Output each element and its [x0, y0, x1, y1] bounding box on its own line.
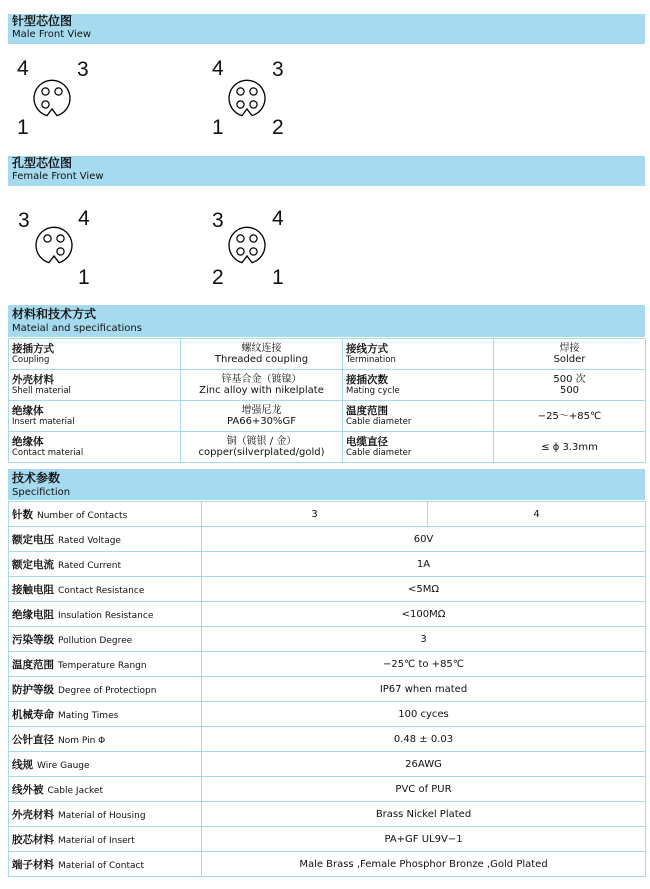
table-row: [9, 577, 646, 602]
label-zh: 温度范围: [12, 658, 54, 671]
materials-table: [8, 338, 646, 463]
label-en: Material of Contact: [58, 860, 144, 871]
label-en: Contact material: [12, 448, 84, 458]
value-a: ≤ ϕ 3.3mm: [541, 441, 598, 453]
pin-label: 1: [212, 116, 224, 139]
label-en: Degree of Protectiopn: [58, 685, 157, 696]
pin-label: 1: [272, 266, 284, 289]
value-en: PA66+30%GF: [226, 416, 297, 427]
spec-value: Brass Nickel Plated: [202, 802, 646, 827]
table-row: [9, 502, 646, 527]
value-zh: 增强尼龙: [241, 405, 282, 416]
value-en: Zinc alloy with nikelplate: [199, 385, 324, 396]
label-en: Contact Resistance: [58, 585, 145, 596]
male-front-view-header: [8, 14, 645, 44]
male-title-zh: 针型芯位图: [12, 14, 73, 28]
value-4-contacts: 4: [428, 502, 646, 527]
value-zh: 锌基合金（镀镍）: [221, 374, 302, 385]
table-row: [9, 552, 646, 577]
label-en: Mating Times: [58, 710, 119, 721]
label-zh: 绝缘电阻: [12, 608, 54, 621]
spec-value: 3: [202, 627, 646, 652]
value-b: 500: [559, 385, 580, 396]
spec-value: 0.48 ± 0.03: [202, 727, 646, 752]
label-zh: 接插次数: [346, 374, 388, 386]
spec-title-zh: 技术参数: [12, 471, 61, 485]
label-zh: 接触电阻: [12, 583, 54, 596]
label-en: Temperature Rangn: [58, 660, 147, 671]
value-a: 焊接: [559, 343, 580, 354]
spec-table: [8, 501, 646, 877]
table-row: [9, 432, 646, 463]
spec-value: Male Brass ,Female Phosphor Bronze ,Gold Plated: [202, 852, 646, 877]
label-en: Coupling: [12, 355, 50, 365]
label-zh: 接线方式: [346, 343, 388, 355]
spec-value: IP67 when mated: [202, 677, 646, 702]
spec-header: [8, 469, 645, 500]
table-row: [9, 401, 646, 432]
table-row: [9, 627, 646, 652]
pin-label: 3: [18, 209, 30, 232]
label-en: Material of Housing: [58, 810, 146, 821]
table-row: [9, 852, 646, 877]
male-4pin-connector-icon: [226, 77, 268, 119]
pin-label: 3: [77, 58, 89, 81]
spec-value: <5MΩ: [202, 577, 646, 602]
label-zh: 机械寿命: [12, 708, 54, 721]
label-zh: 线外被: [12, 783, 44, 796]
label-zh: 外壳材料: [12, 374, 54, 386]
label-zh: 胶芯材料: [12, 833, 54, 846]
label-zh: 绝缘体: [12, 405, 44, 417]
label-en: Nom Pin Φ: [58, 735, 106, 746]
pin-label: 3: [272, 58, 284, 81]
label-en: Insert material: [12, 417, 75, 427]
table-row: [9, 339, 646, 370]
label-en: Cable diameter: [346, 448, 412, 458]
female-front-view-header: [8, 156, 645, 186]
pin-label: 2: [272, 116, 284, 139]
spec-value: PA+GF UL9V−1: [202, 827, 646, 852]
label-zh: 线规: [12, 758, 33, 771]
value-zh: 铜（镀银 / 金）: [226, 436, 297, 447]
spec-value: 1A: [202, 552, 646, 577]
pin-label: 3: [212, 209, 224, 232]
pin-label: 1: [17, 116, 29, 139]
label-zh: 电缆直径: [346, 436, 388, 448]
spec-value: PVC of PUR: [202, 777, 646, 802]
label-en: Wire Gauge: [37, 760, 90, 771]
label-en: Rated Voltage: [58, 535, 121, 546]
label-zh: 温度范围: [346, 405, 388, 417]
table-row: [9, 527, 646, 552]
table-row: [9, 702, 646, 727]
pin-label: 4: [17, 57, 29, 80]
label-zh: 绝缘体: [12, 436, 44, 448]
label-en: Insulation Resistance: [58, 610, 154, 621]
table-row: [9, 802, 646, 827]
label-en: Pollution Degree: [58, 635, 133, 646]
pin-label: 2: [212, 266, 224, 289]
label-zh: 额定电流: [12, 558, 54, 571]
label-en: Cable Jacket: [47, 785, 103, 796]
label-en: Shell material: [12, 386, 71, 396]
table-row: [9, 652, 646, 677]
pin-label: 4: [78, 207, 90, 230]
pin-label: 4: [212, 57, 224, 80]
male-3pin-connector-icon: [31, 77, 73, 119]
table-row: [9, 370, 646, 401]
table-row: [9, 827, 646, 852]
table-row: [9, 777, 646, 802]
label-en: Rated Current: [58, 560, 122, 571]
label-zh: 外壳材料: [12, 808, 54, 821]
label-zh: 额定电压: [12, 533, 54, 546]
spec-value: 60V: [202, 527, 646, 552]
value-a: 500 次: [553, 374, 586, 385]
table-row: [9, 752, 646, 777]
male-title-en: Male Front View: [12, 29, 92, 40]
value-en: Threaded coupling: [214, 354, 309, 365]
label-zh: 针数: [12, 508, 33, 521]
female-4pin-connector-icon: [226, 224, 268, 266]
spec-value: −25℃ to +85℃: [202, 652, 646, 677]
table-row: [9, 602, 646, 627]
label-zh: 接插方式: [12, 343, 54, 355]
materials-title-zh: 材料和技术方式: [12, 307, 97, 321]
spec-value: 100 cyces: [202, 702, 646, 727]
label-en: Termination: [346, 355, 396, 365]
pin-label: 4: [272, 207, 284, 230]
table-row: [9, 727, 646, 752]
value-en: copper(silverplated/gold): [198, 447, 325, 458]
label-zh: 公针直径: [12, 733, 54, 746]
label-en: Cable diameter: [346, 417, 412, 427]
value-b: Solder: [553, 354, 586, 365]
value-zh: 螺纹连接: [241, 343, 282, 354]
label-zh: 端子材料: [12, 858, 54, 871]
materials-header: [8, 305, 645, 337]
table-row: [9, 677, 646, 702]
label-zh: 防护等级: [12, 683, 54, 696]
value-a: −25～+85℃: [537, 410, 602, 422]
spec-value: 26AWG: [202, 752, 646, 777]
female-3pin-connector-icon: [33, 224, 75, 266]
label-zh: 污染等级: [12, 633, 54, 646]
label-en: Number of Contacts: [37, 510, 128, 521]
pin-label: 1: [78, 266, 90, 289]
value-3-contacts: 3: [202, 502, 428, 527]
label-en: Mating cycle: [346, 386, 400, 396]
female-title-en: Female Front View: [12, 171, 104, 182]
female-title-zh: 孔型芯位图: [12, 156, 73, 170]
materials-title-en: Mateial and specifications: [12, 323, 142, 334]
spec-value: <100MΩ: [202, 602, 646, 627]
label-en: Material of Insert: [58, 835, 135, 846]
spec-title-en: Specifiction: [12, 487, 71, 498]
